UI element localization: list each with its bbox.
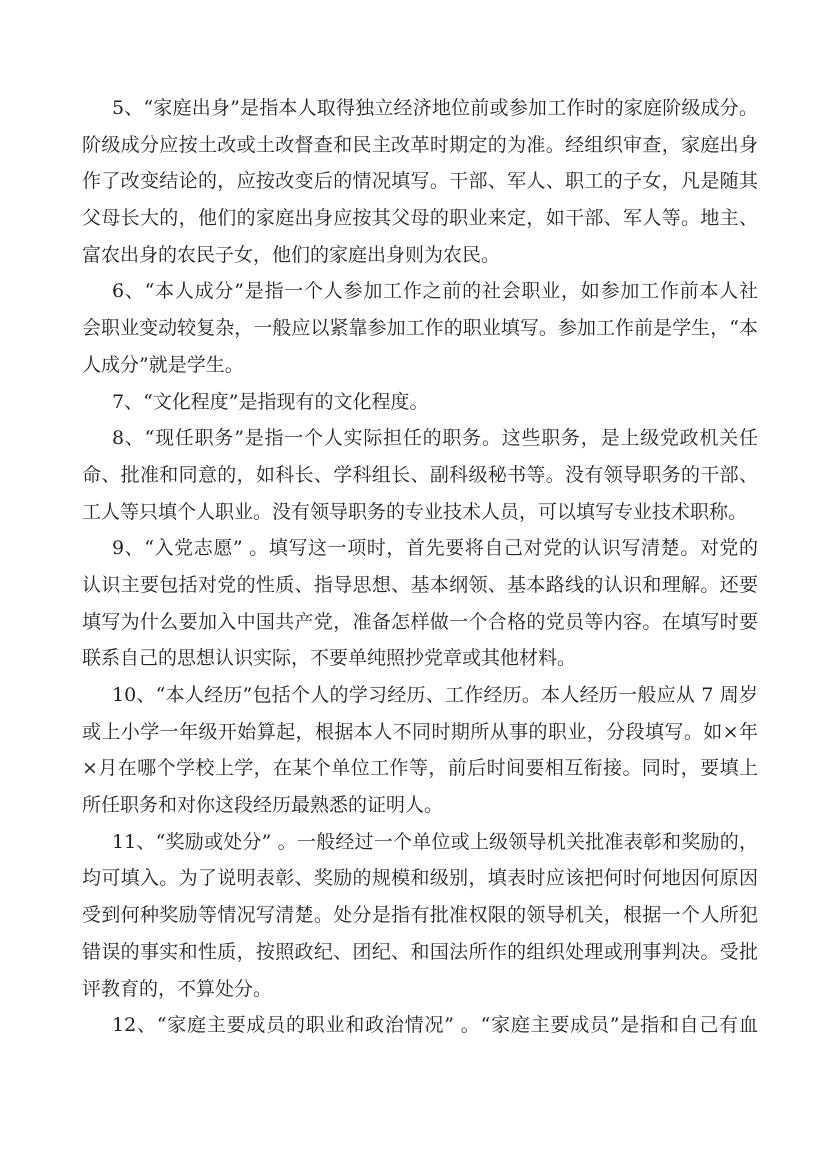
text-line: 作了改变结论的，应按改变后的情况填写。干部、军人、职工的子女，凡是随其 bbox=[82, 170, 758, 193]
paragraph bbox=[82, 90, 758, 273]
text-line: ×月在哪个学校上学，在某个单位工作等，前后时间要相互衔接。同时，要填上 bbox=[82, 757, 758, 780]
text-line: 或上小学一年级开始算起，根据本人不同时期所从事的职业，分段填写。如×年 bbox=[82, 720, 758, 743]
text-line: 工人等只填个人职业。没有领导职务的专业技术人员，可以填写专业技术职称。 bbox=[82, 500, 748, 523]
text-line: 受到何种奖励等情况写清楚。处分是指有批准权限的领导机关，根据一个人所犯 bbox=[82, 904, 758, 927]
text-line: 12、“家庭主要成员的职业和政治情况” 。“家庭主要成员”是指和自己有血 bbox=[112, 1014, 758, 1037]
text-line: 5、“家庭出身”是指本人取得独立经济地位前或参加工作时的家庭阶级成分。 bbox=[112, 97, 758, 119]
paragraph bbox=[82, 1007, 758, 1044]
text-line: 11、“奖励或处分” 。一般经过一个单位或上级领导机关批准表彰和奖励的， bbox=[112, 830, 758, 853]
text-line: 错误的事实和性质，按照政纪、团纪、和国法所作的组织处理或刑事判决。受批 bbox=[82, 940, 758, 963]
text-line: 均可填入。为了说明表彰、奖励的规模和级别，填表时应该把何时何地因何原因 bbox=[82, 867, 758, 890]
text-line: 8、“现任职务”是指一个人实际担任的职务。这些职务，是上级党政机关任 bbox=[112, 427, 758, 450]
text-line: 6、“本人成分”是指一个人参加工作之前的社会职业，如参加工作前本人社 bbox=[112, 280, 758, 303]
paragraph bbox=[82, 384, 758, 421]
text-line: 9、“入党志愿” 。填写这一项时，首先要将自己对党的认识写清楚。对党的 bbox=[112, 537, 758, 560]
text-line: 人成分”就是学生。 bbox=[82, 353, 244, 376]
text-line: 父母长大的，他们的家庭出身应按其父母的职业来定，如干部、军人等。地主、 bbox=[82, 207, 758, 230]
text-line: 会职业变动较复杂，一般应以紧靠参加工作的职业填写。参加工作前是学生，“本 bbox=[82, 317, 758, 340]
text-line: 所任职务和对你这段经历最熟悉的证明人。 bbox=[82, 794, 444, 817]
text-line: 填写为什么要加入中国共产党，准备怎样做一个合格的党员等内容。在填写时要 bbox=[82, 610, 758, 633]
paragraph bbox=[82, 677, 758, 824]
text-line: 联系自己的思想认识实际，不要单纯照抄党章或其他材料。 bbox=[82, 647, 577, 670]
text-line: 评教育的，不算处分。 bbox=[82, 977, 273, 1000]
text-line: 命、批准和同意的，如科长、学科组长、副科级秘书等。没有领导职务的干部、 bbox=[82, 463, 758, 486]
paragraph bbox=[82, 273, 758, 383]
text-line: 10、“本人经历”包括个人的学习经历、工作经历。本人经历一般应从 7 周岁 bbox=[112, 684, 758, 706]
text-line: 富农出身的农民子女，他们的家庭出身则为农民。 bbox=[82, 243, 501, 266]
text-line: 7、“文化程度”是指现有的文化程度。 bbox=[112, 390, 429, 413]
paragraph bbox=[82, 824, 758, 1007]
paragraph bbox=[82, 420, 758, 530]
paragraph bbox=[82, 530, 758, 677]
text-line: 认识主要包括对党的性质、指导思想、基本纲领、基本路线的认识和理解。还要 bbox=[82, 573, 758, 596]
document-body bbox=[82, 90, 758, 1044]
text-line: 阶级成分应按土改或土改督查和民主改革时期定的为准。经组织审查，家庭出身 bbox=[82, 133, 758, 156]
